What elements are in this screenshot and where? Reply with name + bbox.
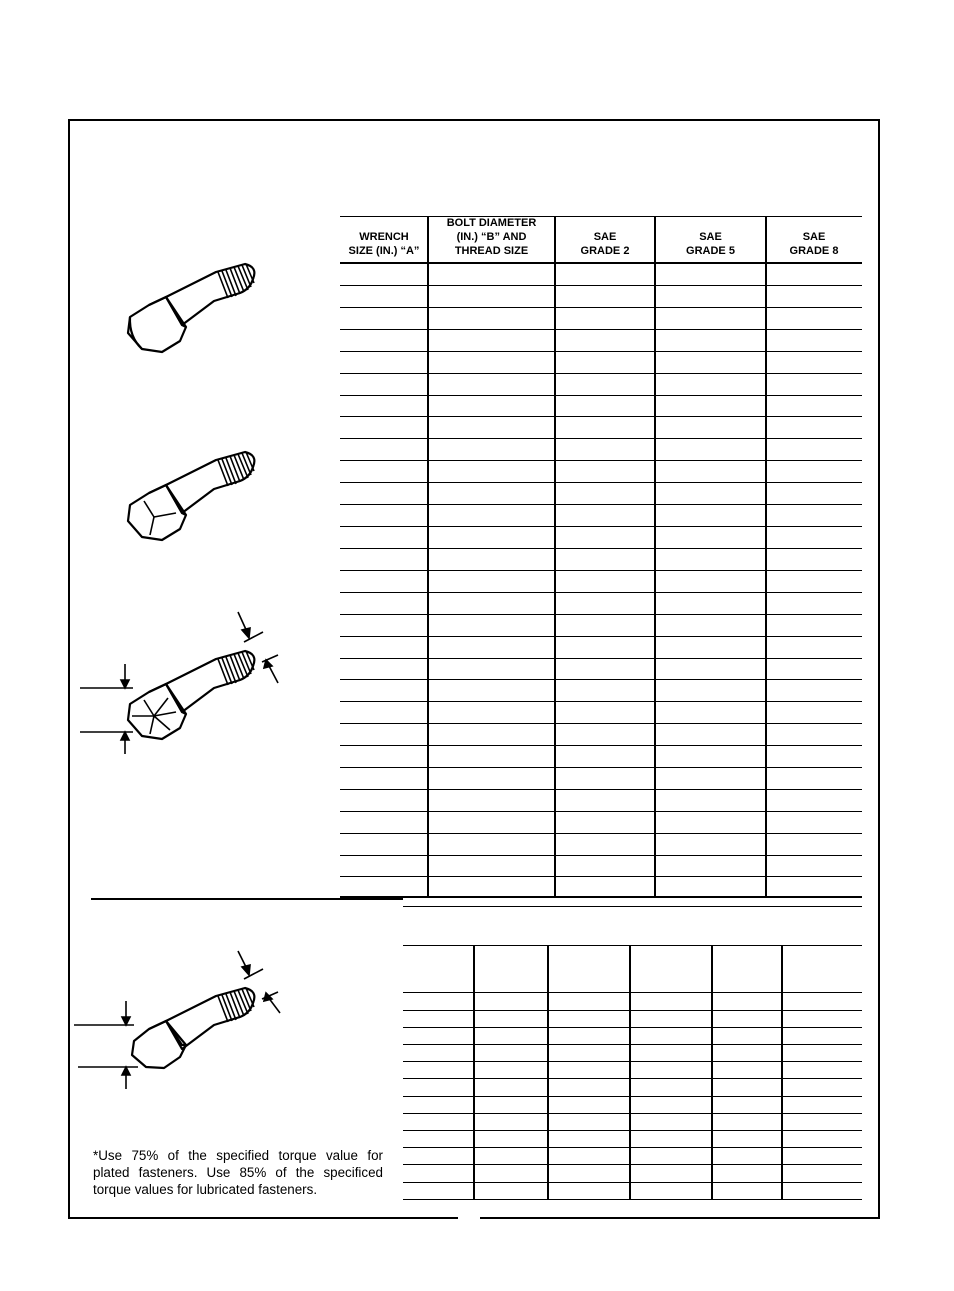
table-row: [340, 701, 862, 702]
table-row: [340, 592, 862, 593]
table-row: [403, 1061, 862, 1062]
header-rule: [340, 262, 862, 264]
header-line: THREAD SIZE: [454, 245, 529, 257]
sae-grade-5-bolt-icon: [120, 443, 270, 548]
header-line: SAE: [699, 231, 722, 243]
table-row: [340, 614, 862, 615]
header-line: SAE: [802, 231, 826, 243]
table-row: [340, 416, 862, 417]
table-row: [340, 723, 862, 724]
table-row: [403, 1010, 862, 1011]
table-row: [403, 1096, 862, 1097]
column-divider: [711, 946, 713, 1200]
table-row: [340, 482, 862, 483]
table-row: [340, 504, 862, 505]
metric-torque-table: [403, 906, 862, 1201]
table-row: [340, 811, 862, 812]
table-top-rule: [340, 216, 862, 217]
table-row: [403, 1130, 862, 1131]
table-row: [403, 1164, 862, 1165]
table-row: [403, 1027, 862, 1028]
column-divider: [654, 216, 656, 897]
table-row: [340, 395, 862, 396]
table-row: [340, 460, 862, 461]
table-bottom-rule: [340, 896, 862, 898]
table-row: [340, 526, 862, 527]
column-divider: [781, 946, 783, 1200]
table-row: [340, 745, 862, 746]
table-row: [403, 992, 862, 993]
header-rule: [403, 945, 862, 946]
column-divider: [765, 216, 767, 897]
table-row: [340, 833, 862, 834]
table-row: [340, 373, 862, 374]
header-line: GRADE 2: [580, 245, 630, 257]
table-row: [403, 1044, 862, 1045]
frame-gap: [458, 1215, 480, 1223]
table-row: [340, 570, 862, 571]
sae-grade-2-bolt-icon: [120, 255, 270, 360]
section-divider: [91, 898, 403, 900]
table-row: [340, 789, 862, 790]
footnote: *Use 75% of the specified torque value for plated fasteners. Use 85% of the specificed torque values for lubricated fasteners.: [93, 1148, 383, 1197]
header-line: BOLT DIAMETER: [446, 217, 537, 229]
table-row: [403, 1199, 862, 1200]
header-line: (IN.) “B” AND: [456, 231, 527, 243]
table-row: [340, 876, 862, 877]
sae-grade-8-bolt-icon: [78, 608, 288, 758]
table-row: [340, 679, 862, 680]
table-row: [340, 307, 862, 308]
header-line: SAE: [593, 231, 617, 243]
column-divider: [427, 216, 429, 897]
table-row: [403, 1113, 862, 1114]
table-top-rule: [403, 906, 862, 907]
column-divider: [554, 216, 556, 897]
table-row: [403, 1182, 862, 1183]
sae-torque-table: [340, 216, 862, 898]
header-line: GRADE 8: [789, 245, 839, 257]
table-row: [340, 548, 862, 549]
table-row: [340, 855, 862, 856]
table-row: [340, 329, 862, 330]
table-row: [340, 636, 862, 637]
column-divider: [629, 946, 631, 1200]
table-row: [340, 767, 862, 768]
column-divider: [473, 946, 475, 1200]
header-line: WRENCH: [359, 231, 409, 243]
table-row: [403, 1078, 862, 1079]
metric-bolt-icon: [72, 945, 288, 1095]
table-row: [340, 658, 862, 659]
header-line: GRADE 5: [686, 245, 735, 257]
column-divider: [547, 946, 549, 1200]
table-row: [340, 438, 862, 439]
table-row: [340, 351, 862, 352]
header-line: SIZE (IN.) “A”: [348, 245, 420, 257]
table-row: [340, 285, 862, 286]
table-row: [403, 1147, 862, 1148]
